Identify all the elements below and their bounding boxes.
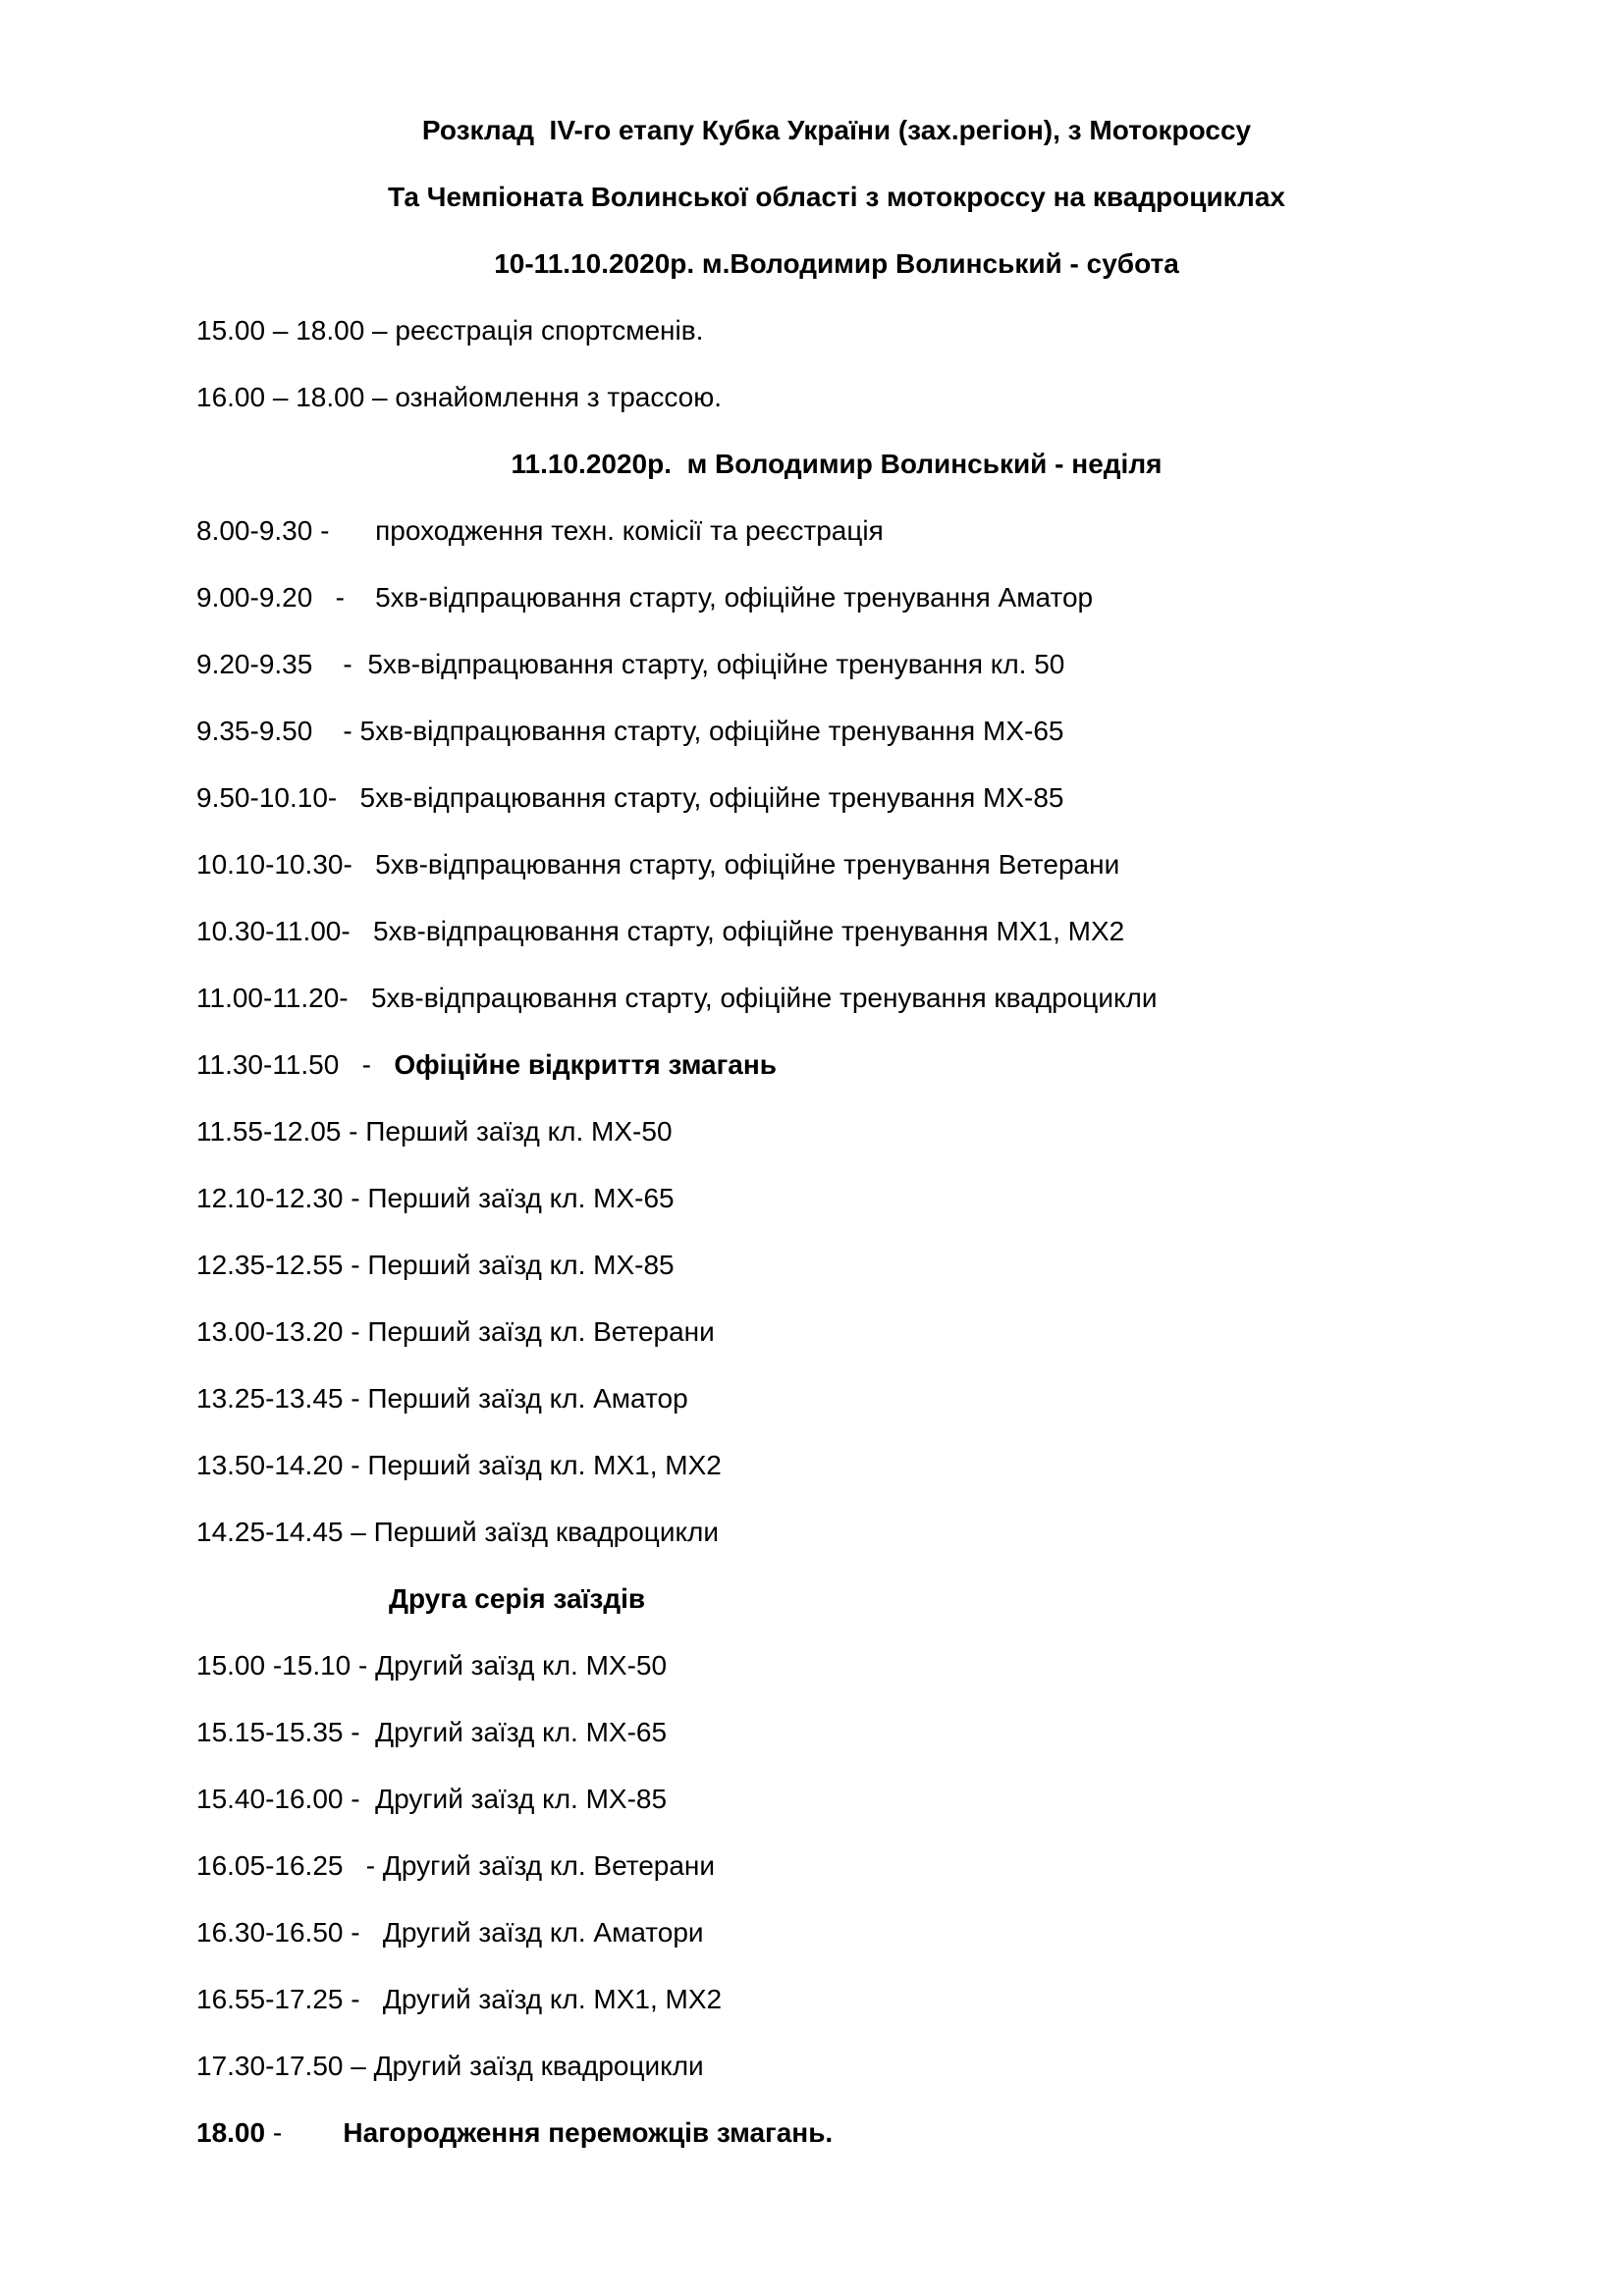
text-run: Та Чемпіоната Волинської області з мотокроссу на квадроциклах <box>388 182 1285 212</box>
text-run: 16.05-16.25 - Другий заїзд кл. Ветерани <box>196 1850 716 1881</box>
schedule-line <box>196 2052 1477 2081</box>
schedule-line <box>196 1918 1477 1948</box>
date-header-sunday <box>196 450 1477 479</box>
text-run: 10-11.10.2020р. м.Володимир Волинський - субота <box>494 248 1179 279</box>
schedule-line <box>196 1785 1477 1814</box>
text-run: 13.25-13.45 - Перший заїзд кл. Аматор <box>196 1383 688 1414</box>
schedule-line <box>196 717 1477 746</box>
document-title <box>196 116 1477 145</box>
text-run: 17.30-17.50 – Другий заїзд квадроцикли <box>196 2051 704 2081</box>
text-run: 8.00-9.30 - проходження техн. комісії та реєстрація <box>196 515 884 546</box>
schedule-line <box>196 1651 1477 1681</box>
date-header-saturday <box>196 249 1477 279</box>
schedule-line <box>196 1117 1477 1147</box>
schedule-line <box>196 1985 1477 2014</box>
schedule-line <box>196 516 1477 546</box>
document-subtitle <box>196 183 1477 212</box>
schedule-line <box>196 316 1477 346</box>
text-run: 9.20-9.35 - 5хв-відпрацювання старту, офіційне тренування кл. 50 <box>196 649 1065 679</box>
text-run: 15.00 – 18.00 – реєстрація спортсменів. <box>196 315 704 346</box>
text-run: 16.30-16.50 - Другий заїзд кл. Аматори <box>196 1917 704 1948</box>
schedule-line <box>196 1317 1477 1347</box>
schedule-line <box>196 1518 1477 1547</box>
text-run: 10.10-10.30- 5хв-відпрацювання старту, офіційне тренування Ветерани <box>196 849 1120 880</box>
text-run: 14.25-14.45 – Перший заїзд квадроцикли <box>196 1517 719 1547</box>
second-series-header <box>196 1584 1477 1614</box>
schedule-line <box>196 583 1477 613</box>
text-run: 15.40-16.00 - Другий заїзд кл. МХ-85 <box>196 1784 668 1814</box>
text-run: 11.30-11.50 - <box>196 1049 395 1080</box>
awards-line <box>196 2118 1477 2148</box>
schedule-line <box>196 1718 1477 1747</box>
text-run: 9.00-9.20 - 5хв-відпрацювання старту, офіційне тренування Аматор <box>196 582 1094 613</box>
text-run: Друга серія заїздів <box>389 1583 646 1614</box>
schedule-line <box>196 984 1477 1013</box>
schedule-lines <box>196 116 1477 2148</box>
text-run: 12.35-12.55 - Перший заїзд кл. МХ-85 <box>196 1250 675 1280</box>
schedule-line <box>196 650 1477 679</box>
schedule-line <box>196 1451 1477 1480</box>
text-run: 18.00 <box>196 2117 266 2148</box>
text-run: 16.55-17.25 - Другий заїзд кл. МХ1, МХ2 <box>196 1984 723 2014</box>
schedule-line <box>196 1384 1477 1414</box>
schedule-line <box>196 1851 1477 1881</box>
schedule-line <box>196 917 1477 946</box>
schedule-line <box>196 1251 1477 1280</box>
text-run: 13.50-14.20 - Перший заїзд кл. МХ1, МХ2 <box>196 1450 722 1480</box>
text-run: 11.00-11.20- 5хв-відпрацювання старту, офіційне тренування квадроцикли <box>196 983 1158 1013</box>
text-run: 9.50-10.10- 5хв-відпрацювання старту, офіційне тренування МХ-85 <box>196 782 1064 813</box>
text-run: 12.10-12.30 - Перший заїзд кл. МХ-65 <box>196 1183 675 1213</box>
text-run: 13.00-13.20 - Перший заїзд кл. Ветерани <box>196 1316 715 1347</box>
schedule-line <box>196 383 1477 412</box>
schedule-line <box>196 850 1477 880</box>
schedule-line <box>196 783 1477 813</box>
text-run: 9.35-9.50 - 5хв-відпрацювання старту, офіційне тренування МХ-65 <box>196 716 1064 746</box>
text-run: 11.10.2020р. м Володимир Волинський - неділя <box>511 449 1163 479</box>
text-run: Офіційне відкриття змагань <box>394 1049 777 1080</box>
text-run: - <box>265 2117 344 2148</box>
text-run: 16.00 – 18.00 – ознайомлення з трассою. <box>196 382 723 412</box>
text-run: 15.00 -15.10 - Другий заїзд кл. МХ-50 <box>196 1650 668 1681</box>
opening-ceremony-line <box>196 1050 1477 1080</box>
text-run: 11.55-12.05 - Перший заїзд кл. МХ-50 <box>196 1116 673 1147</box>
text-run: 15.15-15.35 - Другий заїзд кл. МХ-65 <box>196 1717 668 1747</box>
schedule-line <box>196 1184 1477 1213</box>
text-run: Нагородження переможців змагань. <box>343 2117 834 2148</box>
text-run: 10.30-11.00- 5хв-відпрацювання старту, офіційне тренування МХ1, МХ2 <box>196 916 1125 946</box>
text-run: Розклад IV-го етапу Кубка України (зах.регіон), з Мотокроссу <box>421 115 1252 145</box>
